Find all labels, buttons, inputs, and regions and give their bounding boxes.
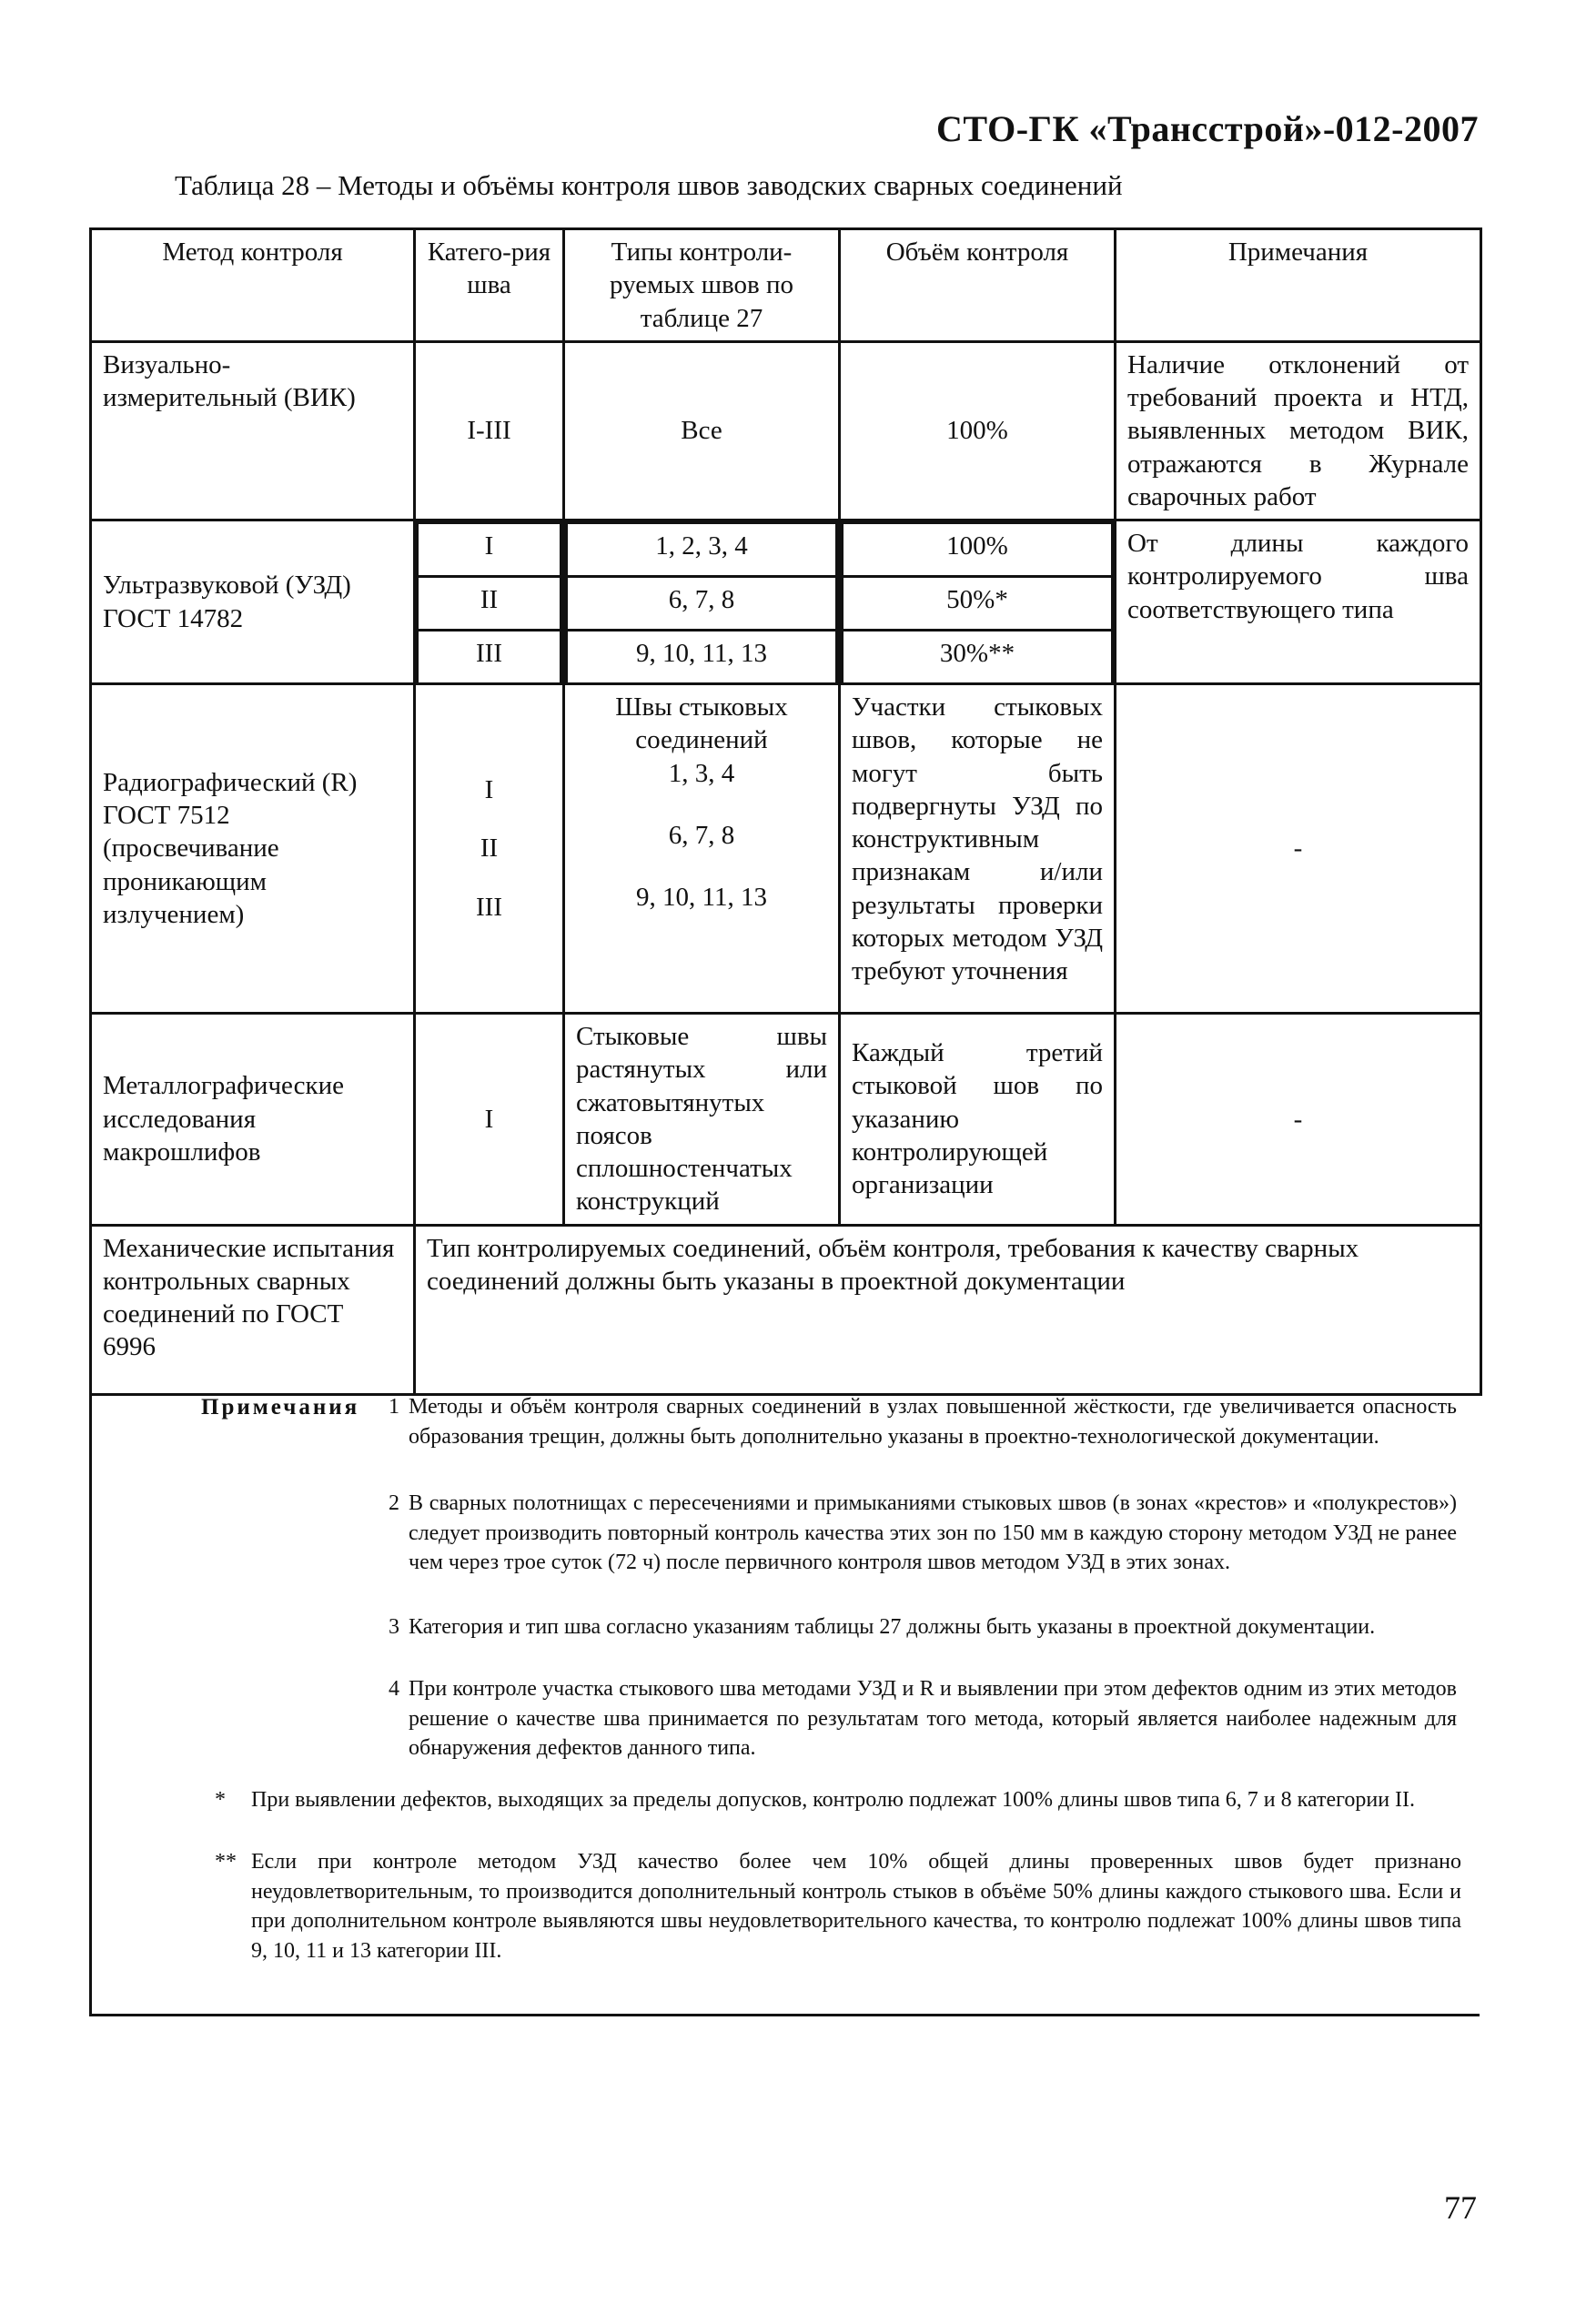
method-cell: Механические испытания контрольных сварных соединений по ГОСТ 6996 (91, 1225, 415, 1394)
note-text: Категория и тип шва согласно указаниям таблицы 27 должны быть указаны в проектной документации. (409, 1615, 1376, 1639)
page-number: 77 (1444, 2189, 1477, 2226)
note-cell: - (1116, 1014, 1481, 1226)
category-cell (415, 684, 564, 1014)
requirements-cell: Тип контролируемых соединений, объём контроля, требования к качеству сварных соединений должны быть указаны в проектной документации (415, 1225, 1481, 1394)
method-cell: Ультразвуковой (УЗД) ГОСТ 14782 (91, 520, 415, 684)
types-cell: 9, 10, 11, 13 (567, 631, 837, 683)
note-item (389, 1612, 1457, 1642)
note-text: При контроле участка стыкового шва методами УЗД и R и выявлении при этом дефектов одним из этих методов решение о качестве шва принимается по результатам того метода, который является наиболее надежным для обнаружения дефектов данного типа. (409, 1677, 1457, 1761)
note-item (389, 1392, 1457, 1451)
types-cell (564, 684, 840, 1014)
types-subcells (564, 520, 840, 684)
category-subcells (415, 520, 564, 684)
types-title: Швы стыковых соединений (615, 692, 788, 755)
table-row (91, 341, 1481, 520)
footnote (215, 1847, 1461, 1966)
table-row (91, 520, 1481, 684)
note-number: 2 (389, 1491, 399, 1515)
control-methods-table (89, 227, 1482, 1396)
note-text: Методы и объём контроля сварных соединений в узлах повышенной жёсткости, где увеличивается опасность образования трещин, должны быть дополнительно указаны в проектно-технологической документации. (409, 1395, 1457, 1449)
types-value: 9, 10, 11, 13 (636, 883, 767, 912)
footnote-text: При выявлении дефектов, выходящих за пределы допусков, контролю подлежат 100% длины швов типа 6, 7 и 8 категории II. (251, 1788, 1416, 1812)
note-cell: - (1116, 684, 1481, 1014)
method-cell: Радиографический (R) ГОСТ 7512 (просвечивание проникающим излучением) (91, 684, 415, 1014)
volume-cell: 30%** (843, 631, 1113, 683)
footnote-mark: * (215, 1788, 226, 1812)
volume-subcells (840, 520, 1116, 684)
notes-heading: Примечания (201, 1395, 360, 1420)
notes-section (89, 1365, 1480, 2016)
note-item (389, 1674, 1457, 1763)
category-value: I (484, 775, 494, 805)
category-cell: I (418, 523, 561, 577)
note-cell: Наличие отклонений от требований проекта и НТД, выявленных методом ВИК, отражаются в Журнале сварочных работ (1116, 341, 1481, 520)
types-cell: Все (564, 341, 840, 520)
method-cell: Визуально-измерительный (ВИК) (91, 341, 415, 520)
note-item (389, 1489, 1457, 1578)
table-header-row (91, 229, 1481, 342)
header-notes: Примечания (1116, 229, 1481, 342)
category-value: III (476, 892, 502, 922)
header-volume: Объём контроля (840, 229, 1116, 342)
volume-cell: Участки стыковых швов, которые не могут быть подвергнуты УЗД по конструктивным признакам и/или результаты проверки которых методом УЗД требуют уточнения (840, 684, 1116, 1014)
method-cell: Металлографические исследования макрошлифов (91, 1014, 415, 1226)
types-cell: 6, 7, 8 (567, 577, 837, 631)
table-row (91, 1014, 1481, 1226)
category-cell: I-III (415, 341, 564, 520)
footnote-mark: ** (215, 1850, 237, 1874)
types-value: 6, 7, 8 (668, 820, 735, 850)
footnote (215, 1785, 1461, 1815)
types-value: 1, 3, 4 (668, 758, 735, 788)
category-cell: II (418, 577, 561, 631)
document-code: СТО-ГК «Трансстрой»-012-2007 (936, 108, 1479, 149)
volume-cell: 50%* (843, 577, 1113, 631)
header-types: Типы контроли-руемых швов по таблице 27 (564, 229, 840, 342)
note-text: В сварных полотнищах с пересечениями и примыканиями стыковых швов (в зонах «крестов» и «полукрестов») следует производить повторный контроль качества этих зон по 150 мм в каждую сторону методом УЗД не ранее чем через трое суток (72 ч) после первичного контроля швов методом УЗД в этих зонах. (409, 1491, 1457, 1575)
volume-cell: 100% (840, 341, 1116, 520)
category-value: II (480, 834, 499, 864)
footnote-text: Если при контроле методом УЗД качество более чем 10% общей длины проверенных швов будет признано неудовлетворительным, то производится дополнительный контроль стыков в объёме 50% длины каждого стыкового шва. Если и при дополнительном контроле выявляются швы неудовлетворительного качества, то контролю подлежат 100% длины швов типа 9, 10, 11 и 13 категории III. (251, 1850, 1461, 1963)
volume-cell: 100% (843, 523, 1113, 577)
note-cell: От длины каждого контролируемого шва соответствующего типа (1116, 520, 1481, 684)
category-cell: III (418, 631, 561, 683)
note-number: 4 (389, 1677, 399, 1701)
note-number: 3 (389, 1615, 399, 1639)
header-category: Катего-рия шва (415, 229, 564, 342)
table-caption: Таблица 28 – Методы и объёмы контроля швов заводских сварных соединений (175, 169, 1123, 201)
category-cell: I (415, 1014, 564, 1226)
types-cell: Стыковые швы растянутых или сжатовытянутых поясов сплошностенчатых конструкций (564, 1014, 840, 1226)
note-number: 1 (389, 1395, 399, 1419)
types-cell: 1, 2, 3, 4 (567, 523, 837, 577)
table-row (91, 684, 1481, 1014)
header-method: Метод контроля (91, 229, 415, 342)
volume-cell: Каждый третий стыковой шов по указанию контролирующей организации (840, 1014, 1116, 1226)
